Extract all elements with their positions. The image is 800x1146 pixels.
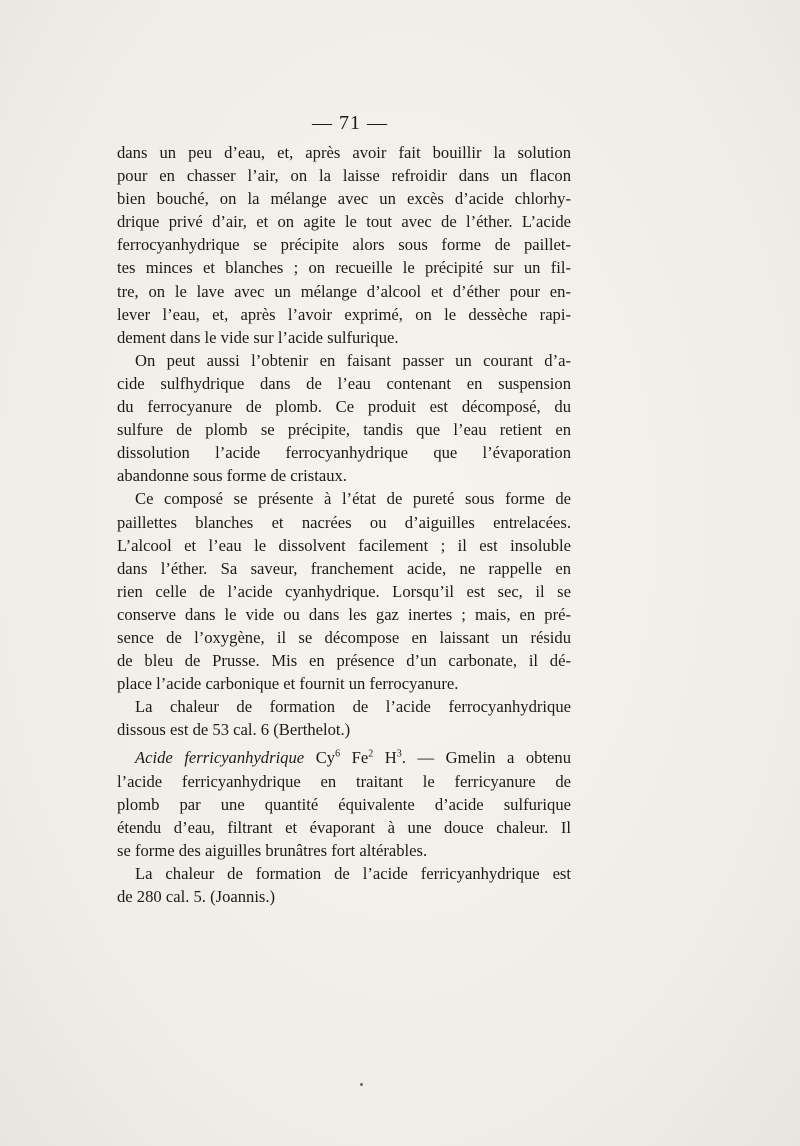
text-line: dissolution l’acide ferrocyanhydrique que l’évaporation <box>117 443 571 463</box>
text-line: l’acide ferricyanhydrique en traitant le ferricyanure de <box>117 771 571 791</box>
text-line: dans un peu d’eau, et, après avoir fait bouillir la solution <box>117 143 571 162</box>
text-line: étendu d’eau, filtrant et évaporant à une douce chaleur. Il <box>117 817 571 837</box>
text-line: sulfure de plomb se précipite, tandis que l’eau retient en <box>117 420 571 440</box>
text-line: La chaleur de formation de l’acide ferrocyanhydrique <box>135 697 571 717</box>
text-line: dans l’éther. Sa saveur, franchement acide, ne rappelle en <box>117 558 571 578</box>
section-heading: Acide ferricyanhydrique <box>135 748 305 768</box>
formula-h: H <box>373 748 397 768</box>
text-line: sence de l’oxygène, il se décompose en laissant un résidu <box>117 627 571 647</box>
page-number: — 71 — <box>312 112 388 134</box>
text-line: drique privé d’air, et on agite le tout avec de l’éther. L’acide <box>117 212 571 232</box>
text-line: tre, on le lave avec un mélange d’alcool et d’éther pour en- <box>117 281 571 301</box>
text-line: bien bouché, on la mélange avec un excès d’acide chlorhy- <box>117 189 571 209</box>
text-line: pour en chasser l’air, on la laisse refroidir dans un flacon <box>117 166 571 186</box>
text-line: plomb par une quantité équivalente d’acide sulfurique <box>117 794 571 814</box>
text-line: tes minces et blanches ; on recueille le précipité sur un fil- <box>117 258 571 278</box>
text-line: place l’acide carbonique et fournit un ferrocyanure. <box>117 674 459 694</box>
text-line: Ce composé se présente à l’état de pureté sous forme de <box>135 489 571 509</box>
formula-line <box>117 746 571 769</box>
paragraph-6 <box>117 862 571 908</box>
text-line: du ferrocyanure de plomb. Ce produit est décomposé, du <box>117 397 571 417</box>
formula-cy-index: 6 <box>335 748 341 760</box>
text-line: dissous est de 53 cal. 6 (Berthelot.) <box>117 720 351 740</box>
text-line: rien celle de l’acide cyanhydrique. Lorsqu’il est sec, il se <box>117 581 571 601</box>
text-line: ferrocyanhydrique se précipite alors sous forme de paillet- <box>117 235 571 255</box>
paragraph-4 <box>117 695 571 741</box>
text-line: paillettes blanches et nacrées ou d’aiguilles entrelacées. <box>117 512 571 532</box>
formula-fe: Fe <box>340 748 369 768</box>
body-text <box>117 141 571 908</box>
text-line: lever l’eau, et, après l’avoir exprimé, on le dessèche rapi- <box>117 304 571 324</box>
formula-tail: . — Gmelin a obtenu <box>401 748 572 768</box>
formula-h-index: 3 <box>396 748 402 760</box>
paragraph-5 <box>117 746 571 861</box>
paragraph-3 <box>117 487 571 695</box>
text-line: dement dans le vide sur l’acide sulfurique. <box>117 327 399 347</box>
formula-fe-index: 2 <box>368 748 374 760</box>
text-line: La chaleur de formation de l’acide ferricyanhydrique est <box>135 863 571 883</box>
ink-speck <box>360 1083 363 1086</box>
text-line: conserve dans le vide ou dans les gaz inertes ; mais, en pré- <box>117 604 571 624</box>
paragraph-1 <box>117 141 571 349</box>
text-line: abandonne sous forme de cristaux. <box>117 466 347 486</box>
text-line: cide sulfhydrique dans de l’eau contenant en suspension <box>117 373 571 393</box>
text-line: L’alcool et l’eau le dissolvent facilement ; il est insoluble <box>117 535 571 555</box>
text-line: se forme des aiguilles brunâtres fort altérables. <box>117 840 428 860</box>
text-line: de 280 cal. 5. (Joannis.) <box>117 887 276 906</box>
formula-cy: Cy <box>315 748 336 768</box>
paragraph-2 <box>117 349 571 488</box>
text-line: de bleu de Prusse. Mis en présence d’un carbonate, il dé- <box>117 651 571 671</box>
text-line: On peut aussi l’obtenir en faisant passer un courant d’a- <box>135 350 571 370</box>
